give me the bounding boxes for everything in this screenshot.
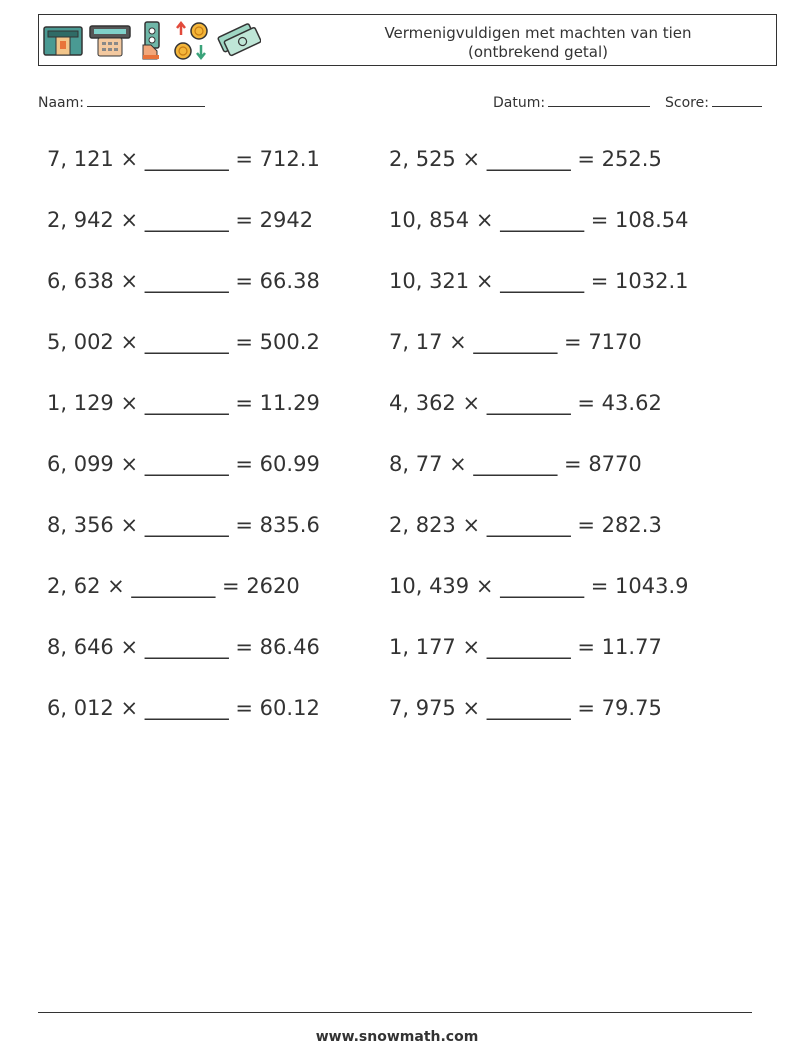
score-label: Score: xyxy=(665,95,709,111)
cash-register-icon xyxy=(89,24,131,58)
problem-1: 7, 121 × ________ = 712.1 xyxy=(47,147,320,171)
title-line-1: Vermenigvuldigen met machten van tien xyxy=(384,24,692,42)
problem-15: 2, 62 × ________ = 2620 xyxy=(47,574,300,598)
date-label: Datum: xyxy=(493,95,546,111)
banknotes-icon xyxy=(217,23,261,59)
score-blank[interactable] xyxy=(712,93,762,107)
name-field[interactable] xyxy=(38,93,205,111)
name-blank[interactable] xyxy=(87,93,205,107)
problem-6: 10, 321 × ________ = 1032.1 xyxy=(389,269,689,293)
problem-4: 10, 854 × ________ = 108.54 xyxy=(389,208,689,232)
problem-17: 8, 646 × ________ = 86.46 xyxy=(47,635,320,659)
coin-exchange-icon xyxy=(173,21,211,61)
problem-10: 4, 362 × ________ = 43.62 xyxy=(389,391,662,415)
phone-payment-icon xyxy=(137,21,167,61)
problem-12: 8, 77 × ________ = 8770 xyxy=(389,452,642,476)
score-field[interactable] xyxy=(665,93,762,111)
problem-19: 6, 012 × ________ = 60.12 xyxy=(47,696,320,720)
problem-2: 2, 525 × ________ = 252.5 xyxy=(389,147,662,171)
problem-7: 5, 002 × ________ = 500.2 xyxy=(47,330,320,354)
problem-3: 2, 942 × ________ = 2942 xyxy=(47,208,314,232)
worksheet-title xyxy=(328,24,748,62)
title-line-2: (ontbrekend getal) xyxy=(467,43,609,61)
problem-9: 1, 129 × ________ = 11.29 xyxy=(47,391,320,415)
name-label: Naam: xyxy=(38,95,84,111)
problem-11: 6, 099 × ________ = 60.99 xyxy=(47,452,320,476)
worksheet-header xyxy=(38,14,777,66)
problem-20: 7, 975 × ________ = 79.75 xyxy=(389,696,662,720)
date-field[interactable] xyxy=(493,93,650,111)
atm-icon xyxy=(43,24,83,58)
footer-url[interactable]: www.snowmath.com xyxy=(315,1029,479,1045)
date-blank[interactable] xyxy=(548,93,650,107)
problem-13: 8, 356 × ________ = 835.6 xyxy=(47,513,320,537)
problem-8: 7, 17 × ________ = 7170 xyxy=(389,330,642,354)
problem-18: 1, 177 × ________ = 11.77 xyxy=(389,635,662,659)
problem-14: 2, 823 × ________ = 282.3 xyxy=(389,513,662,537)
footer-divider xyxy=(38,1012,752,1013)
header-icons xyxy=(43,21,261,61)
problem-16: 10, 439 × ________ = 1043.9 xyxy=(389,574,689,598)
problem-5: 6, 638 × ________ = 66.38 xyxy=(47,269,320,293)
